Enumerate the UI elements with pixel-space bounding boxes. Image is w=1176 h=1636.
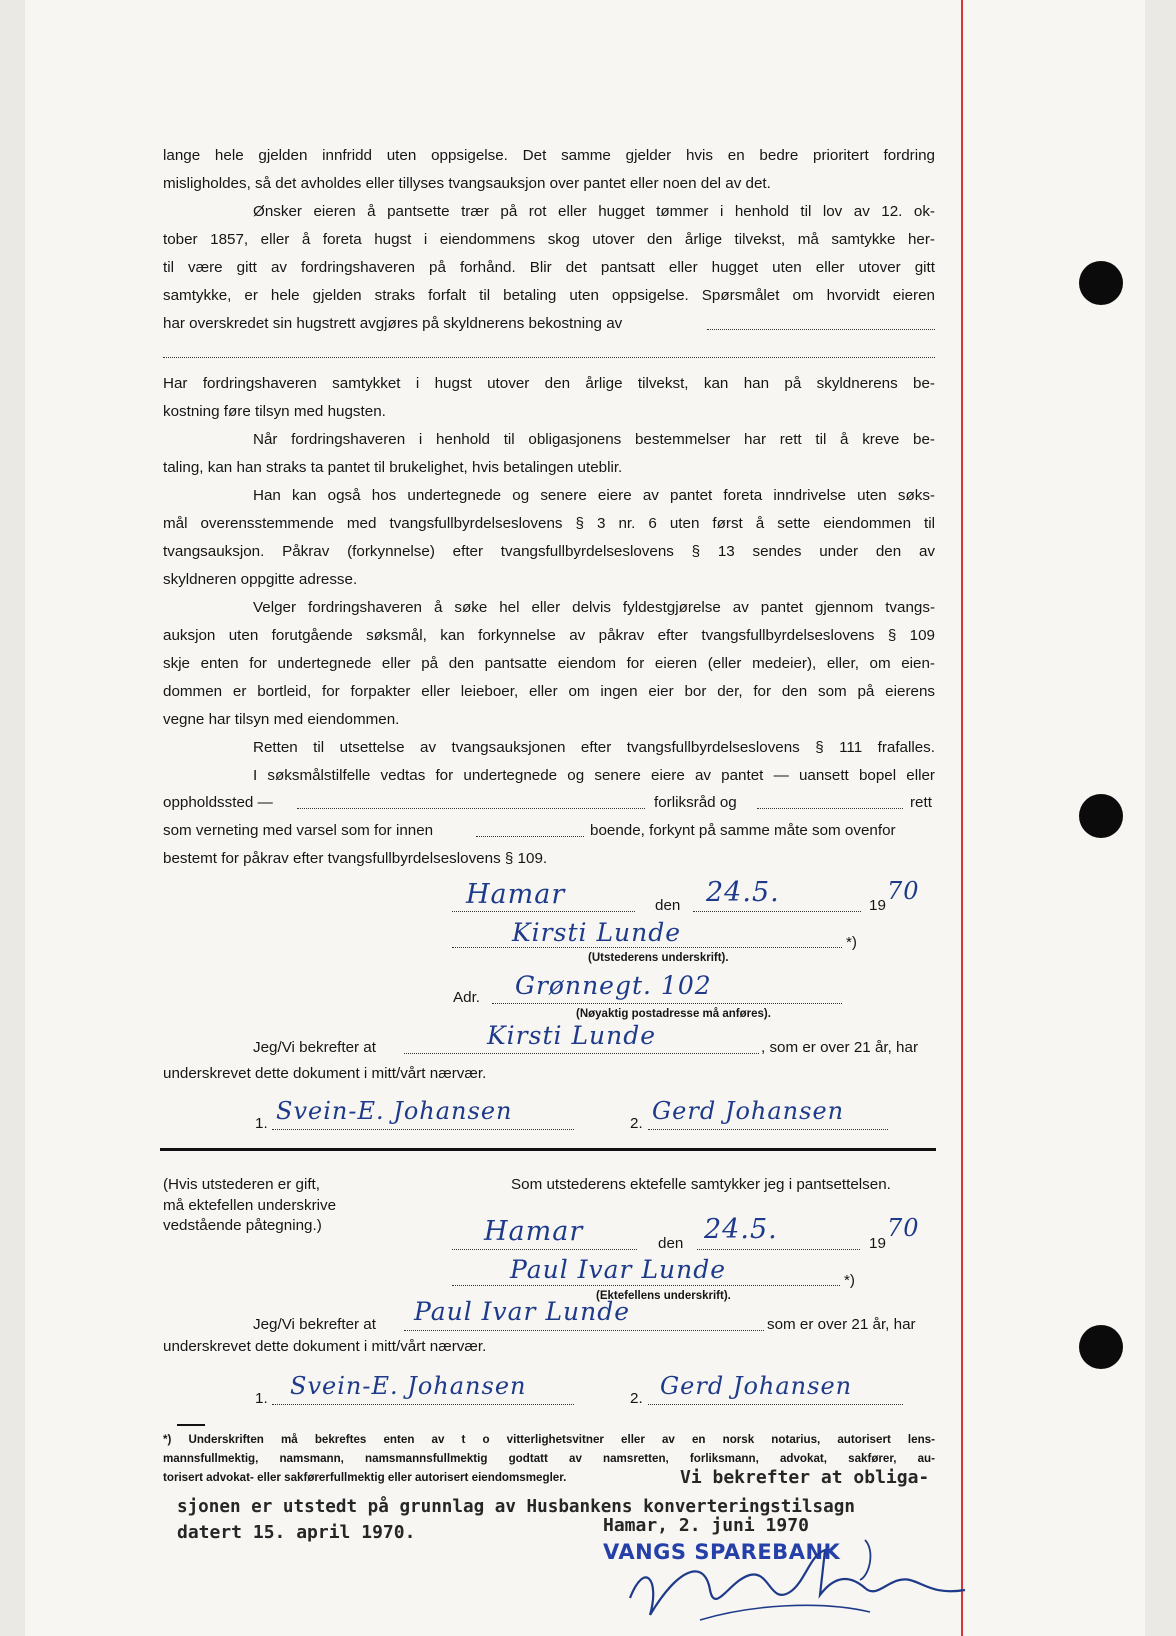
paragraph-line: Retten til utsettelse av tvangsauksjonen efter tvangsfullbyrdelseslovens § 111 frafalles.: [253, 739, 935, 756]
witness-number: 2.: [630, 1115, 643, 1132]
address-line: [492, 1003, 842, 1004]
witness-signature: Gerd Johansen: [652, 1097, 845, 1125]
witness-line: [648, 1129, 888, 1130]
paragraph-line: tvangsauksjon. Påkrav (forkynnelse) efter tvangsfullbyrdelseslovens § 13 sendes under den av: [163, 543, 935, 560]
witness-line: [272, 1129, 574, 1130]
place-line: [452, 1249, 637, 1250]
punch-hole: [1079, 261, 1123, 305]
venue-text: boende, forkynt på samme måte som ovenfor: [590, 822, 896, 839]
paragraph-line: Har fordringshaveren samtykket i hugst utover den årlige tilvekst, kan han på skyldnerens be-: [163, 375, 935, 392]
signature-line: [452, 1285, 840, 1286]
bank-stamp-text: Vi bekrefter at obliga-: [680, 1467, 930, 1488]
footnote-line: mannsfullmektig, namsmann, namsmannsfullmektig godtatt av namsretten, forliksmann, advokat, sakfører, au-: [163, 1452, 935, 1465]
handwritten-place: Hamar: [466, 879, 566, 910]
handwritten-year: 70: [887, 1214, 920, 1242]
paragraph-line: lange hele gjelden innfridd uten oppsigelse. Det samme gjelder hvis en bedre prioritert fordring: [163, 147, 935, 164]
paragraph-line: mål overensstemmende med tvangsfullbyrdelseslovens § 3 nr. 6 uten først å sette eiendommen til: [163, 515, 935, 532]
confirm-text: Jeg/Vi bekrefter at: [253, 1039, 376, 1056]
paragraph-line: Han kan også hos undertegnede og senere eiere av pantet foreta inndrivelse uten søks-: [253, 487, 935, 504]
footnote-marker: *): [846, 934, 857, 951]
issuer-signature: Kirsti Lunde: [512, 918, 682, 947]
spouse-note: (Hvis utstederen er gift,: [163, 1176, 320, 1193]
handwritten-name: Kirsti Lunde: [487, 1021, 657, 1050]
paragraph-line: vegne har tilsyn med eiendommen.: [163, 711, 400, 728]
paragraph-line: misligholdes, så det avholdes eller tillyses tvangsauksjon over pantet eller noen del av det.: [163, 175, 771, 192]
witness-signature: Svein-E. Johansen: [276, 1097, 513, 1125]
signature-line: [452, 947, 842, 948]
witness-line: [272, 1404, 574, 1405]
handwritten-name: Paul Ivar Lunde: [414, 1297, 631, 1326]
venue-text: som verneting med varsel som for innen: [163, 822, 434, 839]
date-line: [693, 911, 861, 912]
handwritten-place: Hamar: [484, 1216, 584, 1247]
punch-hole: [1079, 1325, 1123, 1369]
signature-caption: (Ektefellens underskrift).: [596, 1290, 731, 1302]
confirm-text: underskrevet dette dokument i mitt/vårt nærvær.: [163, 1065, 487, 1082]
bank-stamp-text: datert 15. april 1970.: [177, 1522, 416, 1543]
blank-fill-line: [476, 836, 584, 837]
footnote-rule: [177, 1424, 205, 1426]
paragraph-line: skyldneren oppgitte adresse.: [163, 571, 358, 588]
handwritten-date: 24.5.: [706, 877, 780, 908]
blank-fill-line: [163, 357, 935, 358]
confirm-text: , som er over 21 år, har: [761, 1039, 919, 1056]
paragraph-line: I søksmålstilfelle vedtas for undertegnede og senere eiere av pantet — uansett bopel eller: [253, 767, 935, 784]
blank-fill-line: [297, 808, 645, 809]
venue-text: forliksråd og: [654, 794, 737, 811]
bank-stamp-text: Hamar, 2. juni 1970: [603, 1515, 809, 1536]
section-divider: [160, 1148, 936, 1151]
spouse-note: vedstående påtegning.): [163, 1217, 322, 1234]
handwritten-date: 24.5.: [704, 1214, 778, 1245]
witness-signature: Svein-E. Johansen: [290, 1372, 527, 1400]
paragraph-line: Velger fordringshaveren å søke hel eller delvis fyldestgjørelse av pantet gjennom tvangs-: [253, 599, 935, 616]
blank-fill-line: [707, 329, 935, 330]
footnote-line: torisert advokat- eller sakførerfullmektig eller autorisert eiendomsmegler.: [163, 1471, 567, 1484]
witness-line: [648, 1404, 903, 1405]
confirm-name-line: [404, 1330, 764, 1331]
spouse-note: må ektefellen underskrive: [163, 1197, 337, 1214]
year-prefix: 19: [869, 897, 886, 914]
paragraph-line: skje enten for undertegnede eller på den pantsatte eiendom for eieren (eller medeier), eller, om eien-: [163, 655, 935, 672]
paragraph-line: har overskredet sin hugstrett avgjøres på skyldnerens bekostning av: [163, 315, 623, 332]
address-label: Adr.: [453, 989, 481, 1006]
date-line: [697, 1249, 860, 1250]
bank-signature-scribble: [620, 1520, 980, 1630]
red-margin-line: [961, 0, 963, 1636]
paragraph-line: Når fordringshaveren i henhold til obligasjonens bestemmelser har rett til å kreve be-: [253, 431, 935, 448]
den-label: den: [658, 1235, 684, 1252]
handwritten-year: 70: [887, 877, 920, 905]
handwritten-address: Grønnegt. 102: [515, 971, 712, 1000]
place-line: [452, 911, 635, 912]
confirm-text: som er over 21 år, har: [767, 1316, 916, 1333]
spouse-consent: Som utstederens ektefelle samtykker jeg i pantsettelsen.: [511, 1176, 891, 1193]
year-prefix: 19: [869, 1235, 886, 1252]
venue-text: oppholdssted —: [163, 794, 273, 811]
footnote-line: *) Underskriften må bekreftes enten av t o vitterlighetsvitner eller av en norsk notarius, autorisert lens-: [163, 1433, 935, 1446]
confirm-text: Jeg/Vi bekrefter at: [253, 1316, 376, 1333]
witness-signature: Gerd Johansen: [660, 1372, 853, 1400]
confirm-text: underskrevet dette dokument i mitt/vårt nærvær.: [163, 1338, 487, 1355]
paragraph-line: taling, kan han straks ta pantet til brukelighet, hvis betalingen uteblir.: [163, 459, 623, 476]
footnote-marker: *): [844, 1272, 855, 1289]
witness-number: 2.: [630, 1390, 643, 1407]
address-caption: (Nøyaktig postadresse må anføres).: [576, 1008, 771, 1020]
paragraph-line: dommen er bortleid, for forpakter eller leieboer, eller om ingen eier bor der, for den som på eierens: [163, 683, 935, 700]
paragraph-line: Ønsker eieren å pantsette trær på rot eller hugget tømmer i henhold til lov av 12. ok-: [253, 203, 935, 220]
witness-number: 1.: [255, 1390, 268, 1407]
paragraph-line: til være gitt av fordringshaveren på forhånd. Blir det pantsatt eller hugget uten eller utover gitt: [163, 259, 935, 276]
blank-fill-line: [757, 808, 903, 809]
venue-text: bestemt for påkrav efter tvangsfullbyrdelseslovens § 109.: [163, 850, 548, 867]
bank-stamp-text: sjonen er utstedt på grunnlag av Husbankens konverteringstilsagn: [177, 1497, 855, 1517]
paragraph-line: tober 1857, eller å foreta hugst i eiendommens skog utover den årlige tilvekst, må samtykke her-: [163, 231, 935, 248]
confirm-name-line: [404, 1053, 759, 1054]
bank-name-stamp: VANGS SPAREBANK: [603, 1540, 841, 1564]
paragraph-line: kostning føre tilsyn med hugsten.: [163, 403, 386, 420]
paragraph-line: samtykke, er hele gjelden straks forfalt til betaling uten oppsigelse. Spørsmålet om hvorvidt eieren: [163, 287, 935, 304]
spouse-signature: Paul Ivar Lunde: [510, 1255, 727, 1284]
paragraph-line: auksjon uten forutgående søksmål, kan forkynnelse av påkrav efter tvangsfullbyrdelseslovens § 109: [163, 627, 935, 644]
signature-caption: (Utstederens underskrift).: [588, 952, 729, 964]
den-label: den: [655, 897, 681, 914]
witness-number: 1.: [255, 1115, 268, 1132]
venue-text: rett: [910, 794, 932, 811]
punch-hole: [1079, 794, 1123, 838]
